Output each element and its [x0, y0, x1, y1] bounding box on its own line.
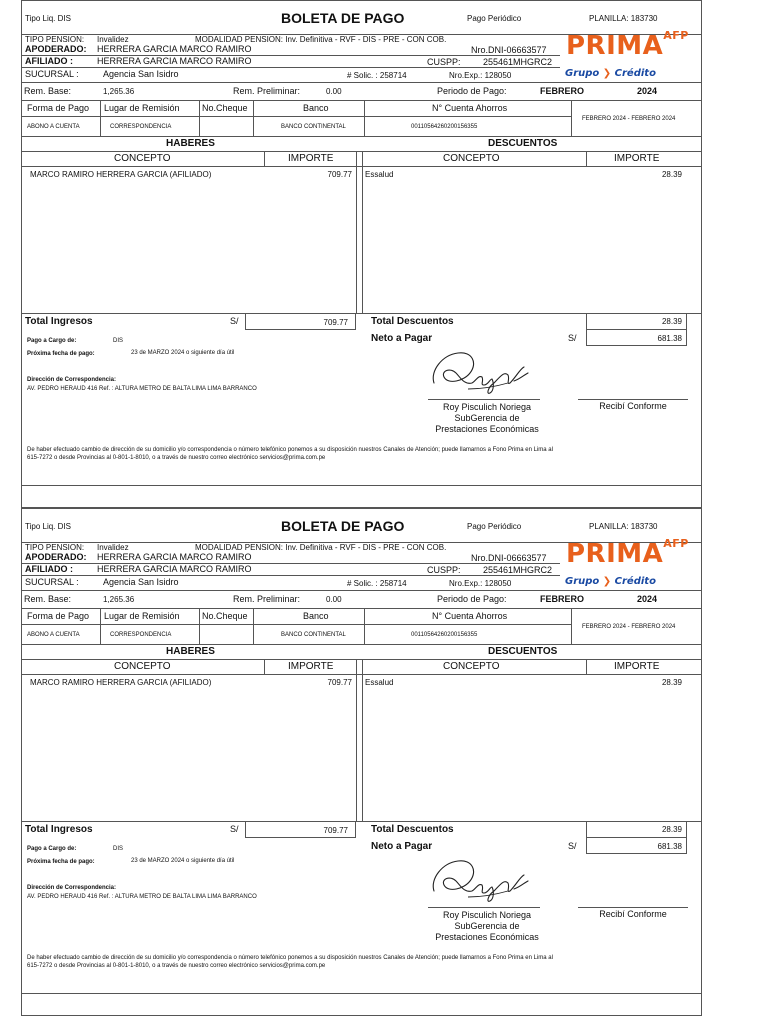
tipo-pension-value: Invalidez: [97, 35, 129, 44]
banco-value: BANCO CONTINENTAL: [281, 124, 346, 130]
firmante-nombre: Roy Pisculich Noriega: [442, 402, 532, 412]
cuspp-label: CUSPP:: [427, 57, 461, 67]
logo-prima-text: PRIMA: [566, 539, 664, 569]
firmante-cargo-2: Prestaciones Económicas: [435, 932, 539, 942]
document-title: BOLETA DE PAGO: [281, 518, 405, 534]
periodo-rango: FEBRERO 2024 - FEBRERO 2024: [582, 116, 676, 122]
direccion-label: Dirección de Correspondencia:: [27, 885, 117, 891]
firmante-cargo-1: SubGerencia de: [454, 413, 520, 423]
recibi-conforme: Recibí Conforme: [599, 909, 667, 919]
tipo-pension-label: TIPO PENSION:: [25, 35, 85, 44]
chevron-right-icon: ❯: [602, 68, 612, 79]
cuspp-label: CUSPP:: [427, 565, 461, 575]
footer-line-2: 615-7272 o desde Provincias al 0-801-1-8010, o a través de nuestro correo electrónico servicios@prima.com.pe: [27, 963, 326, 969]
neto-value: 681.38: [657, 842, 682, 851]
logo-grupo-text: Grupo: [565, 68, 600, 79]
banco-value: BANCO CONTINENTAL: [281, 632, 346, 638]
descuento-importe: 28.39: [661, 678, 682, 687]
descuento-concepto: Essalud: [365, 678, 394, 687]
nro-dni: Nro.DNI-06663577: [471, 45, 547, 55]
afiliado-label: AFILIADO :: [25, 56, 73, 66]
planilla-number: PLANILLA: 183730: [589, 522, 658, 531]
logo-credito-text: Crédito: [614, 68, 656, 79]
periodo-anio: 2024: [637, 594, 658, 604]
haberes-concepto-header: CONCEPTO: [114, 153, 171, 164]
pago-cargo-label: Pago a Cargo de:: [27, 846, 77, 852]
haberes-header: HABERES: [166, 646, 215, 657]
total-ingresos-label: Total Ingresos: [25, 824, 93, 835]
lugar-remision-value: CORRESPONDENCIA: [110, 124, 172, 130]
descuento-concepto: Essalud: [365, 170, 394, 179]
pago-cargo-value: DIS: [113, 338, 124, 344]
prima-afp-logo: [566, 31, 689, 61]
haber-concepto: MARCO RAMIRO HERRERA GARCIA (AFILIADO): [30, 678, 212, 687]
afiliado-value: HERRERA GARCIA MARCO RAMIRO: [97, 564, 252, 574]
rem-base-value: 1,265.36: [103, 595, 135, 604]
total-ingresos-currency: S/: [230, 316, 239, 326]
forma-pago-header: Forma de Pago: [27, 611, 90, 621]
firmante-cargo-2: Prestaciones Económicas: [435, 424, 539, 434]
expediente-number: Nro.Exp.: 128050: [449, 71, 512, 80]
firmante-nombre: Roy Pisculich Noriega: [442, 910, 532, 920]
solicitud-number: # Solic. : 258714: [347, 71, 407, 80]
planilla-number: PLANILLA: 183730: [589, 14, 658, 23]
logo-prima-text: PRIMA: [566, 31, 664, 61]
sucursal-value: Agencia San Isidro: [103, 69, 179, 79]
total-ingresos-value: 709.77: [323, 826, 348, 835]
haberes-concepto-header: CONCEPTO: [114, 661, 171, 672]
descuentos-concepto-header: CONCEPTO: [443, 661, 500, 672]
total-descuentos-value: 28.39: [661, 317, 682, 326]
modalidad-pension: MODALIDAD PENSION: Inv. Definitiva - RVF - DIS - PRE - CON COB.: [195, 35, 447, 44]
cuenta-ahorros-header: N° Cuenta Ahorros: [432, 103, 508, 113]
modalidad-pension: MODALIDAD PENSION: Inv. Definitiva - RVF - DIS - PRE - CON COB.: [195, 543, 447, 552]
haber-concepto: MARCO RAMIRO HERRERA GARCIA (AFILIADO): [30, 170, 212, 179]
logo-afp-text: AFP: [663, 537, 689, 550]
rem-preliminar-label: Rem. Preliminar:: [233, 86, 301, 96]
rem-base-label: Rem. Base:: [24, 594, 72, 604]
no-cheque-header: No.Cheque: [202, 611, 248, 621]
sucursal-label: SUCURSAL :: [25, 577, 79, 587]
cuspp-value: 255461MHGRC2: [483, 565, 553, 575]
lugar-remision-header: Lugar de Remisión: [104, 611, 180, 621]
neto-currency: S/: [568, 333, 577, 343]
expediente-number: Nro.Exp.: 128050: [449, 579, 512, 588]
firmante-cargo-1: SubGerencia de: [454, 921, 520, 931]
footer-line-2: 615-7272 o desde Provincias al 0-801-1-8010, o a través de nuestro correo electrónico servicios@prima.com.pe: [27, 455, 326, 461]
grupo-credito-logo: [565, 576, 656, 587]
no-cheque-header: No.Cheque: [202, 103, 248, 113]
descuento-importe: 28.39: [661, 170, 682, 179]
forma-pago-value: ABONO A CUENTA: [27, 632, 80, 638]
recibi-conforme: Recibí Conforme: [599, 401, 667, 411]
direccion-label: Dirección de Correspondencia:: [27, 377, 117, 383]
pago-periodico: Pago Periódico: [467, 14, 522, 23]
pago-periodico: Pago Periódico: [467, 522, 522, 531]
payslip-cut-area: [21, 994, 702, 1016]
apoderado-label: APODERADO:: [25, 552, 87, 562]
periodo-mes: FEBRERO: [540, 86, 585, 96]
rem-base-label: Rem. Base:: [24, 86, 72, 96]
cuspp-value: 255461MHGRC2: [483, 57, 553, 67]
neto-currency: S/: [568, 841, 577, 851]
chevron-right-icon: ❯: [602, 576, 612, 587]
prima-afp-logo: [566, 539, 689, 569]
descuentos-concepto-header: CONCEPTO: [443, 153, 500, 164]
nro-dni: Nro.DNI-06663577: [471, 553, 547, 563]
banco-header: Banco: [303, 103, 329, 113]
rem-preliminar-label: Rem. Preliminar:: [233, 594, 301, 604]
total-ingresos-value: 709.77: [323, 318, 348, 327]
sucursal-label: SUCURSAL :: [25, 69, 79, 79]
forma-pago-value: ABONO A CUENTA: [27, 124, 80, 130]
footer-line-1: De haber efectuado cambio de dirección de su domicilio y/o correspondencia o número telefónico ponemos a su disposición nuestros Canales de Atención; puede llamarnos a Fono Prima en Lima al: [27, 447, 553, 453]
tipo-liq: Tipo Liq. DIS: [25, 522, 71, 531]
haber-importe: 709.77: [327, 678, 352, 687]
descuentos-header: DESCUENTOS: [488, 646, 558, 657]
logo-grupo-text: Grupo: [565, 576, 600, 587]
proxima-fecha-value: 23 de MARZO 2024 o siguiente día útil: [131, 858, 235, 864]
payslip-copy: [0, 508, 768, 1016]
neto-pagar-label: Neto a Pagar: [371, 333, 433, 344]
tipo-liq: Tipo Liq. DIS: [25, 14, 71, 23]
signature-image: [428, 345, 538, 397]
periodo-pago-label: Periodo de Pago:: [437, 86, 507, 96]
descuentos-importe-header: IMPORTE: [614, 153, 660, 164]
haberes-importe-header: IMPORTE: [288, 153, 334, 164]
total-descuentos-label: Total Descuentos: [371, 316, 454, 327]
pago-cargo-label: Pago a Cargo de:: [27, 338, 77, 344]
grupo-credito-logo: [565, 68, 656, 79]
cuenta-ahorros-value: 00110564260200156355: [411, 124, 478, 130]
apoderado-value: HERRERA GARCIA MARCO RAMIRO: [97, 552, 252, 562]
total-descuentos-label: Total Descuentos: [371, 824, 454, 835]
afiliado-label: AFILIADO :: [25, 564, 73, 574]
haberes-importe-header: IMPORTE: [288, 661, 334, 672]
payslip-copy: [0, 0, 768, 508]
cuenta-ahorros-value: 00110564260200156355: [411, 632, 478, 638]
sucursal-value: Agencia San Isidro: [103, 577, 179, 587]
rem-preliminar-value: 0.00: [326, 595, 342, 604]
proxima-fecha-value: 23 de MARZO 2024 o siguiente día útil: [131, 350, 235, 356]
periodo-pago-label: Periodo de Pago:: [437, 594, 507, 604]
forma-pago-header: Forma de Pago: [27, 103, 90, 113]
apoderado-value: HERRERA GARCIA MARCO RAMIRO: [97, 44, 252, 54]
footer-line-1: De haber efectuado cambio de dirección de su domicilio y/o correspondencia o número telefónico ponemos a su disposición nuestros Canales de Atención; puede llamarnos a Fono Prima en Lima al: [27, 955, 553, 961]
pago-cargo-value: DIS: [113, 846, 124, 852]
proxima-fecha-label: Próxima fecha de pago:: [27, 351, 95, 357]
signature-image: [428, 853, 538, 905]
periodo-rango: FEBRERO 2024 - FEBRERO 2024: [582, 624, 676, 630]
descuentos-importe-header: IMPORTE: [614, 661, 660, 672]
haberes-header: HABERES: [166, 138, 215, 149]
direccion-value: AV. PEDRO HERAUD 416 Ref. : ALTURA METRO DE BALTA LIMA LIMA BARRANCO: [27, 894, 257, 900]
tipo-pension-value: Invalidez: [97, 543, 129, 552]
logo-afp-text: AFP: [663, 29, 689, 42]
periodo-anio: 2024: [637, 86, 658, 96]
neto-pagar-label: Neto a Pagar: [371, 841, 433, 852]
rem-base-value: 1,265.36: [103, 87, 135, 96]
periodo-mes: FEBRERO: [540, 594, 585, 604]
banco-header: Banco: [303, 611, 329, 621]
haber-importe: 709.77: [327, 170, 352, 179]
afiliado-value: HERRERA GARCIA MARCO RAMIRO: [97, 56, 252, 66]
proxima-fecha-label: Próxima fecha de pago:: [27, 859, 95, 865]
total-ingresos-currency: S/: [230, 824, 239, 834]
cuenta-ahorros-header: N° Cuenta Ahorros: [432, 611, 508, 621]
apoderado-label: APODERADO:: [25, 44, 87, 54]
tipo-pension-label: TIPO PENSION:: [25, 543, 85, 552]
solicitud-number: # Solic. : 258714: [347, 579, 407, 588]
neto-value: 681.38: [657, 334, 682, 343]
document-title: BOLETA DE PAGO: [281, 10, 405, 26]
lugar-remision-header: Lugar de Remisión: [104, 103, 180, 113]
logo-credito-text: Crédito: [614, 576, 656, 587]
lugar-remision-value: CORRESPONDENCIA: [110, 632, 172, 638]
direccion-value: AV. PEDRO HERAUD 416 Ref. : ALTURA METRO DE BALTA LIMA LIMA BARRANCO: [27, 386, 257, 392]
rem-preliminar-value: 0.00: [326, 87, 342, 96]
descuentos-header: DESCUENTOS: [488, 138, 558, 149]
total-ingresos-label: Total Ingresos: [25, 316, 93, 327]
payslip-cut-area: [21, 486, 702, 508]
total-descuentos-value: 28.39: [661, 825, 682, 834]
